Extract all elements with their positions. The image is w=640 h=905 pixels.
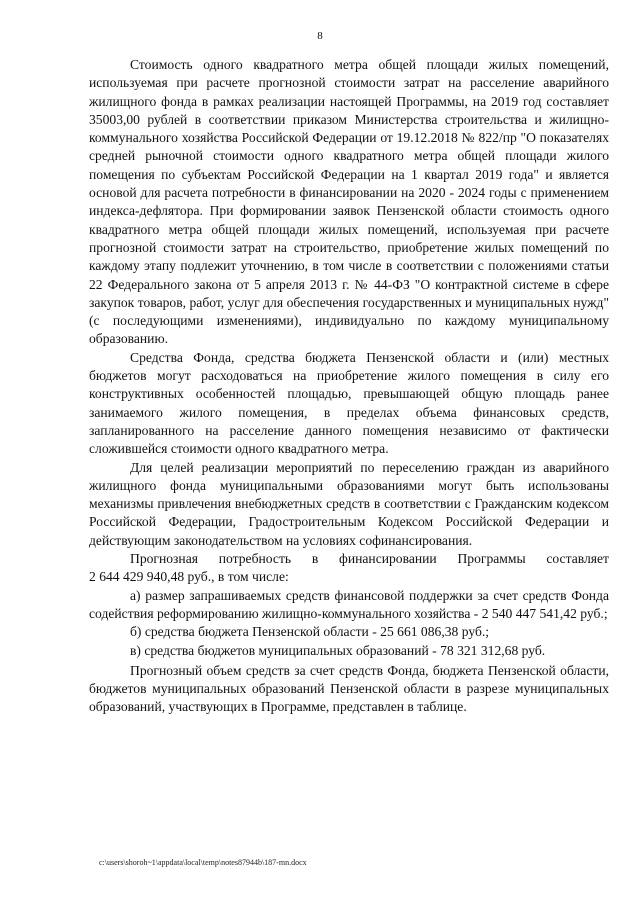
total-amount: 2 644 429 940,48 руб., в том числе:	[89, 569, 289, 585]
paragraph-extrabudgetary: Для целей реализации мероприятий по переселению граждан из аварийного жилищного фонда муниципальными образованиями могут быть использованы механизмы привлечения внебюджетных средств в соответствии с Гражданским кодексом Российской Федерации, Градостроительным Кодексом Российской Федерации и действующим законодательством на условиях софинансирования.	[89, 459, 609, 548]
paragraph-forecast-need: Прогнозная потребность в финансировании Программы составляет	[130, 551, 609, 567]
footer-file-path: c:\users\shoroh~1\appdata\local\temp\notes87944b\187-mn.docx	[99, 858, 307, 867]
list-item-fund: а) размер запрашиваемых средств финансовой поддержки за счет средств Фонда содействия реформированию жилищно-коммунального хозяйства - 2 540 447 541,42 руб.;	[89, 587, 609, 621]
paragraph-closing: Прогнозный объем средств за счет средств Фонда, бюджета Пензенской области, бюджетов муниципальных образований Пензенской области в разрезе муниципальных образований, участвующих в Программе, представлен в таблице.	[89, 662, 609, 715]
document-body	[89, 56, 609, 717]
list-item-regional-budget: б) средства бюджета Пензенской области - 25 661 086,38 руб.;	[130, 624, 490, 640]
page-number: 8	[317, 30, 323, 42]
list-item-municipal-budget: в) средства бюджетов муниципальных образований - 78 321 312,68 руб.	[130, 642, 546, 658]
paragraph-square-meter-cost: Стоимость одного квадратного метра общей площади жилых помещений, используемая при расчете прогнозной стоимости затрат на расселение аварийного жилищного фонда в рамках реализации настоящей Программы, на 2019 год составляет 35003,00 рублей в соответствии приказом Министерства строительства и жилищно-коммунального хозяйства Российской Федерации от 19.12.2018 № 822/пр "О показателях средней рыночной стоимости одного квадратного метра общей площади жилого помещения по субъектам Российской Федерации на 1 квартал 2019 года" и является основой для расчета потребности в финансировании на 2020 - 2024 годы с применением индекса-дефлятора. При формировании заявок Пензенской области стоимость одного квадратного метра общей площади жилых помещений, используемая при расчете прогнозной стоимости затрат на строительство, приобретение жилых помещений по каждому этапу подлежит уточнению, в том числе в соответствии с положениями статьи 22 Федерального закона от 5 апреля 2013 г. № 44-ФЗ "О контрактной системе в сфере закупок товаров, работ, услуг для обеспечения государственных и муниципальных нужд" (с последующими изменениями), индивидуально по каждому муниципальному образованию.	[89, 57, 609, 347]
paragraph-fund-expenses: Средства Фонда, средства бюджета Пензенской области и (или) местных бюджетов могут расходоваться на приобретение жилого помещения в силу его конструктивных особенностей площадью, превышающей общую площадь ранее занимаемого жилого помещения, в пределах объема финансовых средств, запланированного на расселение данного помещения независимо от фактически сложившейся стоимости одного квадратного метра.	[89, 349, 609, 457]
